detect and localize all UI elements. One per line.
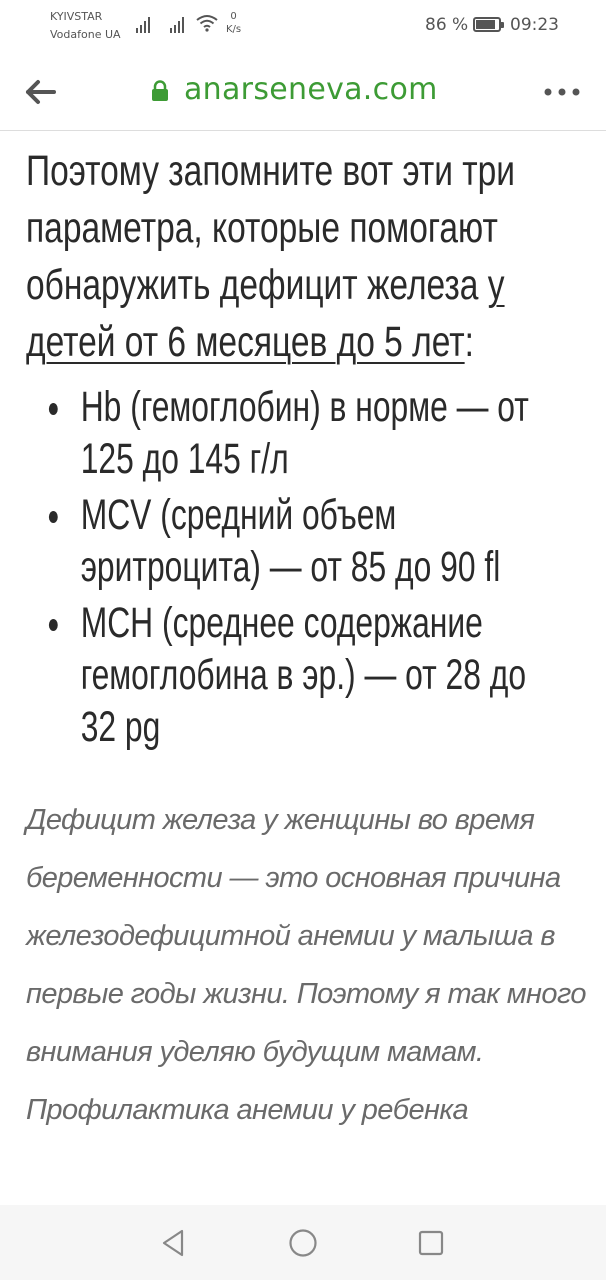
back-arrow-icon[interactable]	[20, 74, 60, 110]
wifi-icon	[196, 14, 218, 32]
list-item-text: MCV (средний объем эритроцита) — от 85 до 90 fl	[80, 491, 501, 591]
bullet-icon	[49, 619, 58, 631]
network-speed-unit: K/s	[226, 24, 242, 35]
battery-icon	[473, 17, 501, 32]
battery-fill	[476, 20, 495, 29]
article-headline	[26, 143, 586, 371]
article-quote: Дефицит железа у женщины во время беременности — это основная причина железодефицитной анемии у малыша в первые годы жизни. Поэтому я так много внимания уделяю будущим мамам. Профилактика анемии у ребенка	[26, 804, 586, 1126]
list-item-text: MCH (среднее содержание гемоглобина в эр.) — от 28 до 32 pg	[80, 599, 527, 751]
nav-home-icon[interactable]	[287, 1227, 319, 1259]
battery-percent: 86 %	[425, 15, 469, 35]
nav-back-icon[interactable]	[158, 1227, 190, 1259]
list-item	[40, 489, 558, 593]
list-item	[40, 597, 558, 753]
network-speed	[226, 10, 241, 36]
status-bar	[0, 0, 606, 52]
carrier-primary: KYIVSTAR	[50, 10, 103, 23]
status-clock: 09:23	[510, 15, 559, 35]
system-nav-bar	[0, 1205, 606, 1280]
article-content	[0, 131, 606, 1205]
bullet-icon	[49, 511, 58, 523]
list-item-text: Hb (гемоглобин) в норме — от 125 до 145 г/л	[80, 383, 529, 483]
lock-icon	[150, 80, 170, 102]
more-menu-icon[interactable]	[540, 78, 584, 106]
nav-recent-icon[interactable]	[415, 1227, 447, 1259]
headline-text: Поэтому запомните вот эти три параметра, которые помогают обнаружить дефицит железа	[26, 147, 516, 309]
signal-icon	[170, 15, 184, 33]
signal-icon	[136, 15, 150, 33]
network-speed-value: 0	[230, 11, 237, 22]
list-item	[40, 381, 558, 485]
carrier-secondary: Vodafone UA	[50, 28, 121, 41]
headline-link[interactable]: у детей от 6 месяцев до 5 лет	[26, 261, 505, 366]
parameters-list	[40, 381, 558, 757]
browser-toolbar	[0, 52, 606, 131]
bullet-icon	[49, 403, 58, 415]
address-bar-url[interactable]: anarseneva.com	[184, 72, 438, 107]
headline-end: :	[464, 318, 474, 366]
